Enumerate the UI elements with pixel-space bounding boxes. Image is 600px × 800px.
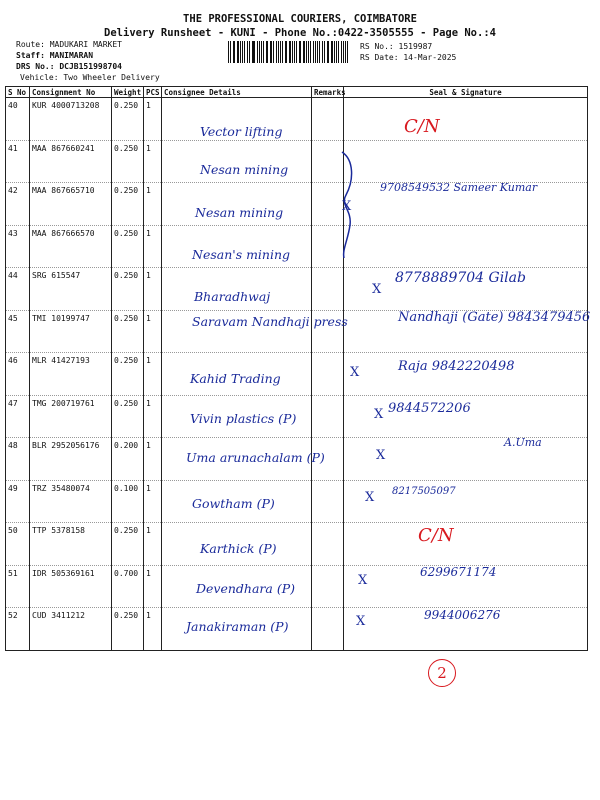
- remarks-x-mark: X: [365, 489, 375, 505]
- sno-cell: 43: [6, 225, 30, 268]
- sno-cell: 49: [6, 480, 30, 523]
- barcode-bar: [253, 41, 255, 63]
- remarks-cell: [312, 395, 344, 438]
- weight-cell: 0.250: [112, 310, 144, 353]
- remarks-cell: [312, 608, 344, 651]
- pcs-cell: 1: [144, 523, 162, 566]
- pcs-cell: 1: [144, 183, 162, 226]
- barcode-bar: [270, 41, 272, 63]
- remarks-x-mark: X: [372, 282, 382, 297]
- sno-cell: 50: [6, 523, 30, 566]
- barcode-bar: [310, 41, 312, 63]
- barcode-bar: [280, 41, 281, 63]
- sno-cell: 40: [6, 98, 30, 141]
- barcode-bar: [278, 41, 279, 63]
- weight-cell: 0.250: [112, 140, 144, 183]
- barcode-bar: [315, 41, 316, 63]
- consignment-cell: CUD 3411212: [30, 608, 112, 651]
- barcode-bar: [296, 41, 297, 63]
- barcode-bar: [285, 41, 286, 63]
- col-header-weight: Weight: [112, 87, 144, 98]
- barcode-bar: [249, 41, 250, 63]
- barcode-bar: [322, 41, 323, 63]
- consignee-handwriting: Vector lifting: [200, 124, 283, 139]
- col-header-consignment: Consignment No: [30, 87, 112, 98]
- signature-handwriting: 8778889704 Gilab: [395, 270, 526, 286]
- barcode-bar: [289, 41, 291, 63]
- signature-cell: [344, 523, 588, 566]
- page-title: THE PROFESSIONAL COURIERS, COIMBATORE: [183, 13, 417, 25]
- remarks-cell: [312, 480, 344, 523]
- consignee-handwriting: Kahid Trading: [190, 371, 281, 386]
- barcode-bar: [261, 41, 262, 63]
- pcs-cell: 1: [144, 395, 162, 438]
- signature-cell: [344, 225, 588, 268]
- signature-handwriting: C/N: [418, 525, 454, 546]
- weight-cell: 0.250: [112, 395, 144, 438]
- signature-handwriting: C/N: [404, 116, 440, 137]
- consignee-handwriting: Devendhara (P): [196, 580, 295, 596]
- barcode-bar: [300, 41, 301, 63]
- pcs-cell: 1: [144, 353, 162, 396]
- vehicle-label: Vehicle: Two Wheeler Delivery: [20, 73, 160, 82]
- col-header-remarks: Remarks: [312, 87, 344, 98]
- consignment-cell: TTP 5378158: [30, 523, 112, 566]
- signature-handwriting: 6299671174: [420, 564, 497, 579]
- barcode-bar: [244, 41, 245, 63]
- weight-cell: 0.100: [112, 480, 144, 523]
- weight-cell: 0.250: [112, 183, 144, 226]
- remarks-x-mark: X: [374, 406, 384, 422]
- barcode-bar: [252, 41, 253, 63]
- remarks-x-mark: X: [342, 199, 352, 214]
- consignee-handwriting: Saravam Nandhaji press: [192, 313, 348, 329]
- consignment-cell: SRG 615547: [30, 268, 112, 311]
- barcode-bar: [247, 41, 248, 63]
- consignment-cell: MAA 867665710: [30, 183, 112, 226]
- rs-date: RS Date: 14-Mar-2025: [360, 53, 457, 62]
- barcode-bar: [267, 41, 268, 63]
- weight-cell: 0.250: [112, 523, 144, 566]
- remarks-cell: [312, 353, 344, 396]
- barcode-bar: [234, 41, 235, 63]
- barcode-bar: [276, 41, 277, 63]
- remarks-x-mark: X: [376, 448, 386, 463]
- consignee-handwriting: Nesan mining: [200, 161, 289, 177]
- signature-cell: [344, 98, 588, 141]
- col-header-signature: Seal & Signature: [344, 87, 588, 98]
- remarks-x-mark: X: [358, 572, 368, 588]
- remarks-cell: [312, 523, 344, 566]
- bracket-mark: [338, 150, 358, 260]
- weight-cell: 0.250: [112, 608, 144, 651]
- signature-handwriting: Nandhaji (Gate) 9843479456: [398, 309, 591, 325]
- pcs-cell: 1: [144, 268, 162, 311]
- sno-cell: 42: [6, 183, 30, 226]
- sno-cell: 48: [6, 438, 30, 481]
- pcs-cell: 1: [144, 98, 162, 141]
- pcs-cell: 1: [144, 565, 162, 608]
- weight-cell: 0.250: [112, 98, 144, 141]
- consignee-handwriting: Gowtham (P): [192, 495, 275, 511]
- remarks-cell: [312, 565, 344, 608]
- table-row: [6, 395, 588, 438]
- barcode: [228, 41, 350, 63]
- barcode-bar: [334, 41, 335, 63]
- signature-cell: [344, 480, 588, 523]
- pcs-cell: 1: [144, 225, 162, 268]
- barcode-bar: [228, 41, 229, 63]
- consignment-cell: TRZ 35480074: [30, 480, 112, 523]
- sno-cell: 47: [6, 395, 30, 438]
- consignee-handwriting: Janakiraman (P): [186, 619, 289, 634]
- drs-label: DRS No.: DCJB151998704: [16, 62, 122, 71]
- consignment-cell: BLR 2952056176: [30, 438, 112, 481]
- route-label: Route: MADUKARI MARKET: [16, 40, 122, 49]
- sno-cell: 44: [6, 268, 30, 311]
- signature-handwriting: 9844572206: [388, 400, 471, 416]
- staff-label: Staff: MANIMARAN: [16, 51, 94, 60]
- barcode-bar: [331, 41, 333, 63]
- barcode-bar: [263, 41, 264, 63]
- weight-cell: 0.250: [112, 353, 144, 396]
- pcs-cell: 1: [144, 140, 162, 183]
- col-header-pcs: PCS: [144, 87, 162, 98]
- remarks-x-mark: X: [356, 614, 366, 629]
- barcode-bar: [347, 41, 348, 63]
- barcode-bar: [299, 41, 300, 63]
- table-header: [6, 87, 588, 98]
- pcs-cell: 1: [144, 608, 162, 651]
- consignment-cell: TMI 10199747: [30, 310, 112, 353]
- barcode-bar: [294, 41, 295, 63]
- consignee-handwriting: Bharadhwaj: [194, 289, 271, 304]
- barcode-bar: [338, 41, 339, 63]
- table-row: [6, 98, 588, 141]
- consignee-handwriting: Vivin plastics (P): [190, 410, 297, 426]
- barcode-bar: [345, 41, 346, 63]
- consignment-cell: IDR 505369161: [30, 565, 112, 608]
- barcode-bar: [282, 41, 283, 63]
- weight-cell: 0.250: [112, 225, 144, 268]
- consignee-handwriting: Nesan's mining: [192, 246, 291, 262]
- table-row: [6, 140, 588, 183]
- barcode-bar: [306, 41, 307, 63]
- col-header-consignee: Consignee Details: [162, 87, 312, 98]
- signature-handwriting: A.Uma: [504, 436, 542, 449]
- barcode-bar: [257, 41, 258, 63]
- consignment-cell: MLR 41427193: [30, 353, 112, 396]
- table-row: [6, 565, 588, 608]
- barcode-bar: [237, 41, 239, 63]
- signature-handwriting: 9708549532 Sameer Kumar: [380, 181, 538, 194]
- consignment-cell: MAA 867660241: [30, 140, 112, 183]
- barcode-bar: [313, 41, 314, 63]
- consignment-cell: KUR 4000713208: [30, 98, 112, 141]
- signature-handwriting: 8217505097: [392, 485, 456, 497]
- barcode-bar: [266, 41, 267, 63]
- sno-cell: 46: [6, 353, 30, 396]
- rs-number: RS No.: 1519987: [360, 42, 433, 51]
- weight-cell: 0.700: [112, 565, 144, 608]
- barcode-bar: [286, 41, 287, 63]
- col-header-sno: S No: [6, 87, 30, 98]
- consignment-cell: MAA 867666570: [30, 225, 112, 268]
- barcode-bar: [240, 41, 241, 63]
- table-row: [6, 225, 588, 268]
- consignee-handwriting: Uma arunachalam (P): [186, 450, 325, 465]
- circled-page-number: 2: [428, 659, 456, 687]
- consignee-handwriting: Karthick (P): [200, 541, 277, 556]
- sno-cell: 45: [6, 310, 30, 353]
- sno-cell: 51: [6, 565, 30, 608]
- consignee-handwriting: Nesan mining: [195, 205, 284, 220]
- barcode-bar: [303, 41, 304, 63]
- barcode-bar: [328, 41, 329, 63]
- remarks-cell: [312, 98, 344, 141]
- table-row: [6, 523, 588, 566]
- barcode-bar: [233, 41, 234, 63]
- barcode-bar: [273, 41, 274, 63]
- pcs-cell: 1: [144, 480, 162, 523]
- signature-handwriting: Raja 9842220498: [398, 359, 515, 374]
- barcode-bar: [336, 41, 337, 63]
- barcode-bar: [308, 41, 309, 63]
- pcs-cell: 1: [144, 438, 162, 481]
- barcode-bar: [242, 41, 243, 63]
- barcode-bar: [259, 41, 260, 63]
- barcode-bar: [230, 41, 231, 63]
- pcs-cell: 1: [144, 310, 162, 353]
- barcode-bar: [317, 41, 318, 63]
- runsheet-subtitle: Delivery Runsheet - KUNI - Phone No.:0422-3505555 - Page No.:4: [104, 27, 496, 39]
- barcode-bar: [341, 41, 342, 63]
- consignment-cell: TMG 200719761: [30, 395, 112, 438]
- barcode-bar: [292, 41, 293, 63]
- weight-cell: 0.200: [112, 438, 144, 481]
- weight-cell: 0.250: [112, 268, 144, 311]
- table-row: [6, 480, 588, 523]
- sno-cell: 52: [6, 608, 30, 651]
- sno-cell: 41: [6, 140, 30, 183]
- remarks-cell: [312, 268, 344, 311]
- barcode-bar: [319, 41, 320, 63]
- remarks-x-mark: X: [350, 365, 360, 380]
- signature-cell: [344, 140, 588, 183]
- signature-handwriting: 9944006276: [424, 608, 501, 622]
- barcode-bar: [343, 41, 344, 63]
- barcode-bar: [327, 41, 328, 63]
- barcode-bar: [324, 41, 325, 63]
